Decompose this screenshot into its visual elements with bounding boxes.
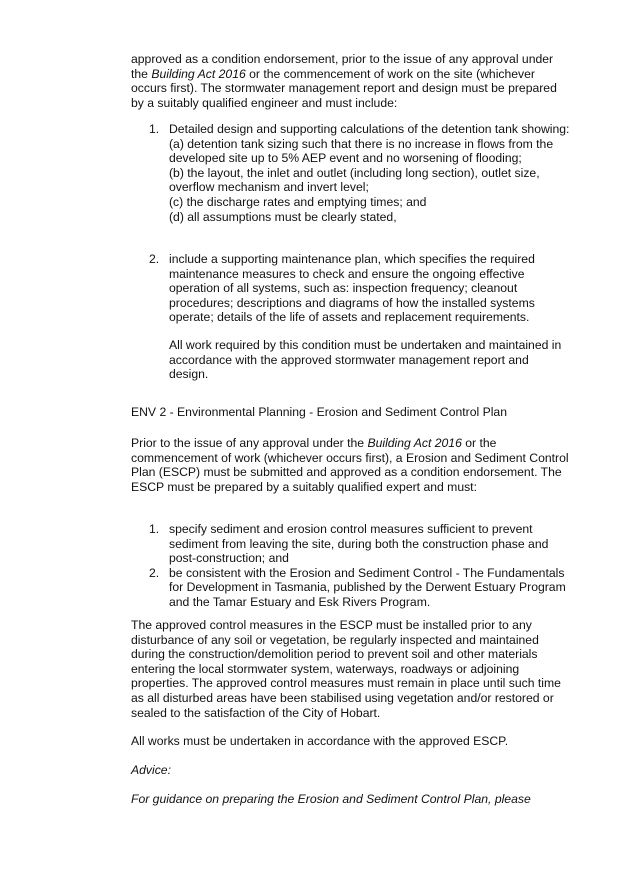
building-act-reference: Building Act 2016 — [367, 436, 462, 450]
list-item — [131, 122, 571, 224]
list-number: 1. — [149, 122, 160, 136]
advice-text-block — [131, 792, 571, 807]
list-item-line: Detailed design and supporting calculations of the detention tank showing: — [169, 122, 570, 136]
list-item — [131, 566, 571, 610]
building-act-reference: Building Act 2016 — [151, 66, 246, 81]
list-number: 1. — [149, 522, 160, 536]
para2-text-b: or the commencement of work (whichever occurs first), a Erosion and Sediment Control Plan (ESCP) must be submitted and approved as a condition endorsement. The ESCP must be prepared by a suitably qualified expert and must: — [131, 436, 569, 494]
note-text: All work required by this condition must be undertaken and maintained in accordance with the approved stormwater management report and design. — [169, 338, 562, 382]
para2-text-a: Prior to the issue of any approval under the — [131, 436, 368, 450]
compliance-text: All works must be undertaken in accordance with the approved ESCP. — [131, 734, 509, 748]
note-indent — [131, 338, 571, 382]
stormwater-note — [131, 338, 571, 382]
list-item-text: be consistent with the Erosion and Sediment Control - The Fundamentals for Development in Tasmania, published by the Derwent Estuary Program and the Tamar Estuary and Esk Rivers Program. — [169, 565, 566, 609]
env2-heading — [131, 405, 571, 420]
list-number: 2. — [149, 565, 160, 580]
paragraph-escp-intro — [131, 436, 571, 494]
paragraph-stormwater-intro — [131, 52, 571, 110]
control-measures-text: The approved control measures in the ESCP must be installed prior to any disturbance of any soil or vegetation, be regularly inspected and maintained during the construction/demolition period to prevent soil and other materials entering the local stormwater system, waterways, roadways or adjoining properties. The approved control measures must remain in place until such time as all disturbed areas have been stabilised using vegetation and/or restored or sealed to the satisfaction of the City of Hobart. — [131, 618, 561, 720]
list-item-line: (c) the discharge rates and emptying times; and — [169, 194, 427, 209]
paragraph-control-measures — [131, 618, 571, 720]
stormwater-requirements-list — [131, 122, 571, 224]
stormwater-requirements-list-2 — [131, 252, 571, 325]
list-item-text: specify sediment and erosion control measures sufficient to prevent sediment from leaving the site, during both the construction phase and post-construction; and — [169, 522, 549, 566]
list-number: 2. — [149, 252, 160, 266]
list-item — [131, 252, 571, 325]
advice-text: For guidance on preparing the Erosion and Sediment Control Plan, please — [131, 792, 531, 806]
list-item — [131, 522, 571, 566]
list-item-line: (d) all assumptions must be clearly stated, — [169, 209, 397, 224]
list-item-line: (b) the layout, the inlet and outlet (including long section), outlet size, overflow mechanism and invert level; — [169, 165, 540, 195]
list-item-text: include a supporting maintenance plan, which specifies the required maintenance measures to check and ensure the ongoing effective operation of all systems, such as: inspection frequency; cleanout procedures; descriptions and diagrams of how the installed systems operate; details of the life of assets and replacement requirements. — [169, 252, 535, 325]
advice-label: Advice: — [131, 763, 171, 777]
paragraph-works-compliance — [131, 734, 571, 749]
list-item-line: (a) detention tank sizing such that there is no increase in flows from the developed site up to 5% AEP event and no worsening of flooding; — [169, 136, 554, 166]
para1-text-b: or the commencement of work on the site (whichever occurs first). The stormwater management report and design must be prepared by a suitably qualified engineer and must include: — [131, 66, 557, 110]
para1-text-a: approved as a condition endorsement, prior to the issue of any approval under the — [131, 52, 554, 81]
escp-requirements-list — [131, 522, 571, 610]
section-heading: ENV 2 - Environmental Planning - Erosion and Sediment Control Plan — [131, 405, 507, 419]
advice-label-block — [131, 763, 571, 778]
